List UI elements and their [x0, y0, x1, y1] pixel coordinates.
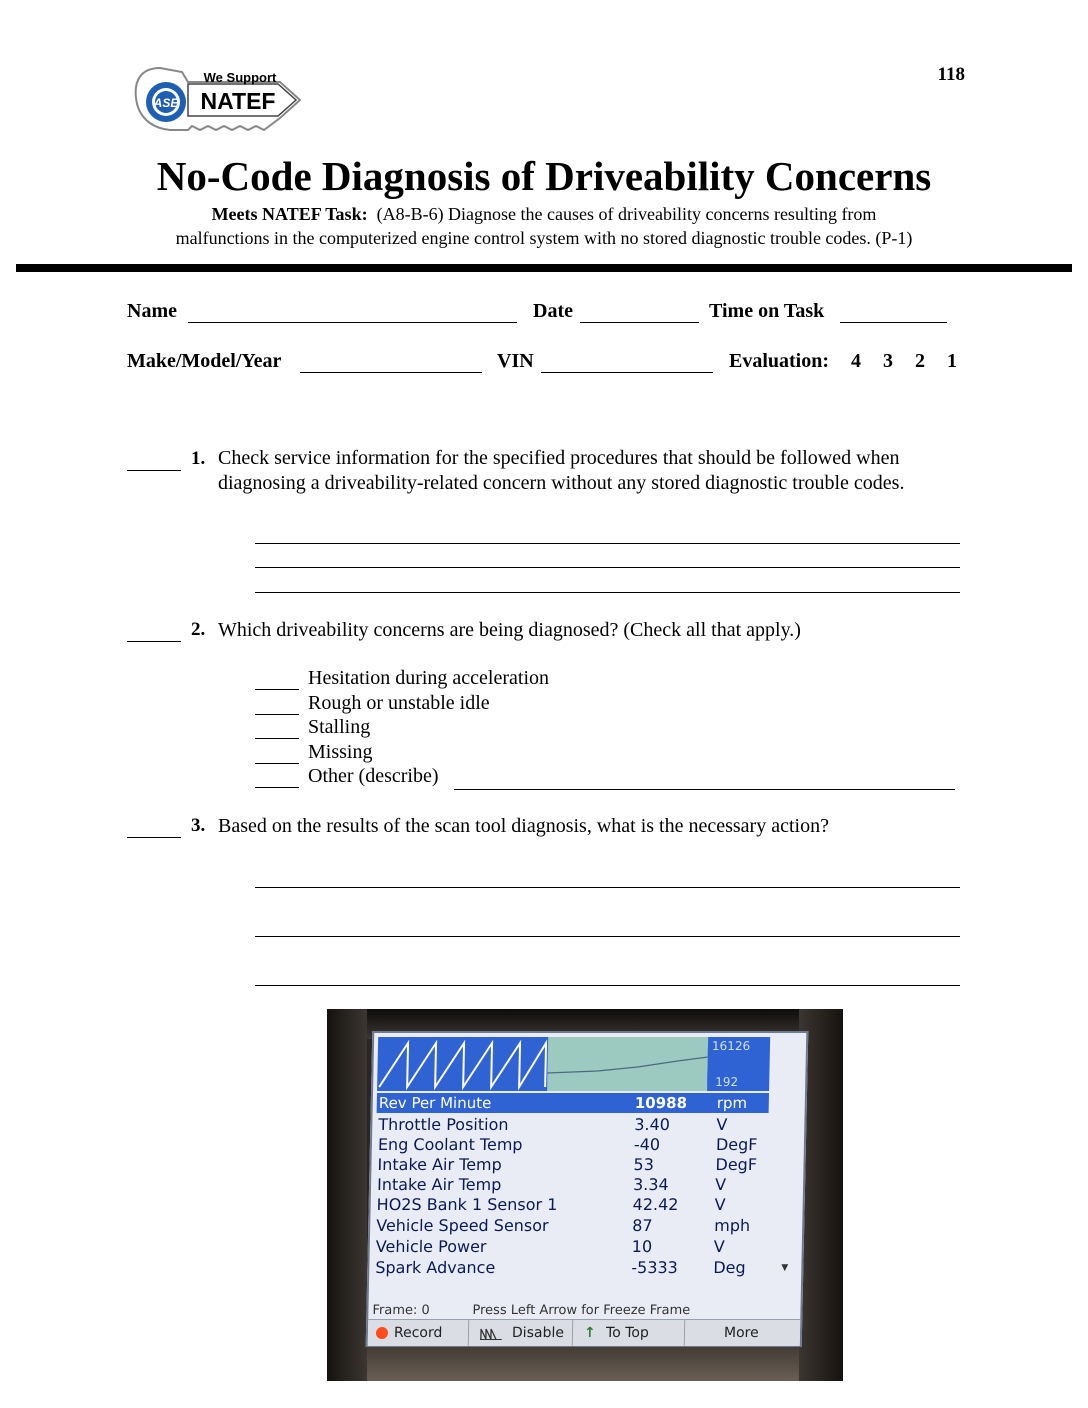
- task-description-line2: malfunctions in the computerized engine control system with no stored diagnostic trouble codes. (P-1): [175, 228, 913, 248]
- question-3-answer-line-1[interactable]: [255, 886, 960, 888]
- param-name: Intake Air Temp: [377, 1155, 502, 1174]
- bezel-left: [327, 1009, 367, 1381]
- record-button[interactable]: [368, 1320, 470, 1346]
- param-value: 42.42: [632, 1195, 679, 1214]
- task-description-line1: [0, 204, 1088, 225]
- param-unit: mph: [714, 1216, 751, 1235]
- parameter-row[interactable]: [374, 1195, 784, 1216]
- name-field[interactable]: [188, 300, 517, 323]
- param-name: Vehicle Speed Sensor: [376, 1216, 549, 1235]
- page-title: No-Code Diagnosis of Driveability Concerns: [156, 153, 932, 199]
- option-other: Other (describe): [308, 765, 439, 787]
- question-1-checkoff[interactable]: [127, 448, 181, 471]
- header-divider: [16, 264, 1072, 272]
- parameter-row[interactable]: [375, 1155, 785, 1176]
- option-hesitation: Hesitation during acceleration: [308, 667, 550, 689]
- question-3-answer-line-2[interactable]: [255, 935, 960, 937]
- time-on-task-field[interactable]: [840, 300, 947, 323]
- checkbox-stalling[interactable]: [255, 720, 299, 739]
- question-1-answer-line-3[interactable]: [255, 591, 960, 593]
- evaluation-score-4[interactable]: 4: [851, 350, 861, 372]
- checkbox-missing[interactable]: [255, 745, 299, 764]
- param-value: -5333: [631, 1258, 679, 1277]
- waveform-icon: [480, 1326, 502, 1340]
- parameter-row[interactable]: [374, 1237, 784, 1258]
- disable-button[interactable]: [468, 1320, 574, 1346]
- question-3-checkoff[interactable]: [127, 815, 181, 838]
- vin-label: VIN: [497, 350, 534, 372]
- more-button[interactable]: [684, 1320, 797, 1346]
- more-label: More: [723, 1325, 759, 1341]
- natef-logo-graphic: [130, 60, 306, 144]
- scan-tool-button-bar: [368, 1319, 801, 1346]
- option-stalling: Stalling: [308, 716, 371, 738]
- param-value: -40: [633, 1135, 661, 1154]
- freeze-frame-hint: Press Left Arrow for Freeze Frame: [472, 1303, 691, 1318]
- param-value: 53: [633, 1155, 655, 1174]
- parameter-row[interactable]: [373, 1258, 783, 1279]
- logo-brand-text: NATEF: [200, 88, 276, 114]
- date-label: Date: [533, 300, 573, 322]
- make-model-year-label: Make/Model/Year: [127, 350, 282, 372]
- record-label: Record: [393, 1325, 443, 1341]
- param-value: 3.40: [634, 1115, 671, 1134]
- param-value: 10: [631, 1237, 653, 1256]
- option-rough-idle: Rough or unstable idle: [308, 692, 490, 714]
- to-top-button[interactable]: [572, 1320, 686, 1346]
- param-unit: V: [714, 1195, 726, 1214]
- task-text-line1: (A8-B-6) Diagnose the causes of driveability concerns resulting from: [376, 204, 877, 224]
- make-model-year-field[interactable]: [300, 350, 482, 373]
- param-name: Rev Per Minute: [378, 1094, 492, 1112]
- question-3-answer-line-3[interactable]: [255, 984, 960, 986]
- evaluation-score-3[interactable]: 3: [883, 350, 893, 372]
- question-1-text-line1: Check service information for the specified procedures that should be followed when: [218, 447, 900, 469]
- question-3-number: 3.: [191, 815, 206, 836]
- other-describe-line[interactable]: [454, 788, 955, 790]
- natef-logo: [130, 60, 306, 144]
- question-2-checkoff[interactable]: [127, 619, 181, 642]
- record-icon: [376, 1327, 388, 1339]
- to-top-label: To Top: [605, 1325, 649, 1341]
- up-arrow-icon: ↑: [583, 1325, 596, 1341]
- parameter-row[interactable]: [376, 1115, 786, 1136]
- checkbox-other[interactable]: [255, 769, 299, 788]
- option-missing: Missing: [308, 741, 373, 763]
- parameter-row[interactable]: [374, 1216, 784, 1237]
- param-value: 10988: [634, 1094, 688, 1112]
- rpm-graph-waveform: [377, 1037, 708, 1091]
- question-1-answer-line-2[interactable]: [255, 566, 960, 568]
- question-2-text: Which driveability concerns are being diagnosed? (Check all that apply.): [218, 619, 801, 641]
- selected-parameter-row[interactable]: [377, 1093, 769, 1113]
- param-unit: V: [713, 1237, 725, 1256]
- param-unit: rpm: [716, 1094, 748, 1112]
- vin-field[interactable]: [541, 350, 713, 373]
- disable-label: Disable: [511, 1325, 565, 1341]
- param-value: 3.34: [632, 1175, 669, 1194]
- scan-tool-photo: [327, 1009, 843, 1381]
- graph-scale: [707, 1037, 770, 1091]
- date-field[interactable]: [580, 300, 699, 323]
- frame-label: Frame: 0: [372, 1303, 430, 1318]
- evaluation-score-1[interactable]: 1: [947, 350, 957, 372]
- question-3-text: Based on the results of the scan tool diagnosis, what is the necessary action?: [218, 815, 829, 837]
- param-name: Intake Air Temp: [376, 1175, 502, 1194]
- name-label: Name: [127, 300, 177, 322]
- checkbox-hesitation[interactable]: [255, 671, 299, 690]
- checkbox-rough-idle[interactable]: [255, 696, 299, 715]
- graph-min-value: 192: [715, 1075, 739, 1089]
- param-unit: DegF: [715, 1155, 758, 1174]
- evaluation-score-2[interactable]: 2: [915, 350, 925, 372]
- task-label: Meets NATEF Task:: [211, 204, 368, 224]
- scroll-down-icon[interactable]: ▼: [781, 1263, 789, 1273]
- question-1-answer-line-1[interactable]: [255, 542, 960, 544]
- evaluation-label: Evaluation:: [729, 350, 830, 372]
- logo-top-text: We Support: [203, 70, 277, 85]
- rpm-graph: [377, 1037, 708, 1091]
- param-name: Vehicle Power: [375, 1237, 487, 1256]
- param-unit: V: [716, 1115, 728, 1134]
- frame-status-bar: [368, 1303, 800, 1319]
- scan-tool-screen: [366, 1031, 809, 1347]
- time-on-task-label: Time on Task: [709, 300, 825, 322]
- param-unit: V: [714, 1175, 727, 1194]
- question-1-text-line2: diagnosing a driveability-related concern without any stored diagnostic trouble codes.: [218, 472, 905, 494]
- logo-badge-text: ASE: [153, 96, 179, 110]
- question-2-number: 2.: [191, 619, 206, 640]
- param-name: Eng Coolant Temp: [377, 1135, 523, 1154]
- question-1-number: 1.: [191, 448, 206, 469]
- parameter-row[interactable]: [375, 1175, 785, 1196]
- param-name: HO2S Bank 1 Sensor 1: [376, 1195, 558, 1214]
- param-unit: Deg: [713, 1258, 746, 1277]
- parameter-row[interactable]: [376, 1135, 786, 1156]
- param-value: 87: [632, 1216, 653, 1235]
- param-name: Throttle Position: [378, 1115, 509, 1134]
- page-number: 118: [937, 64, 965, 85]
- param-unit: DegF: [715, 1135, 758, 1154]
- graph-max-value: 16126: [711, 1039, 751, 1053]
- param-name: Spark Advance: [375, 1258, 496, 1277]
